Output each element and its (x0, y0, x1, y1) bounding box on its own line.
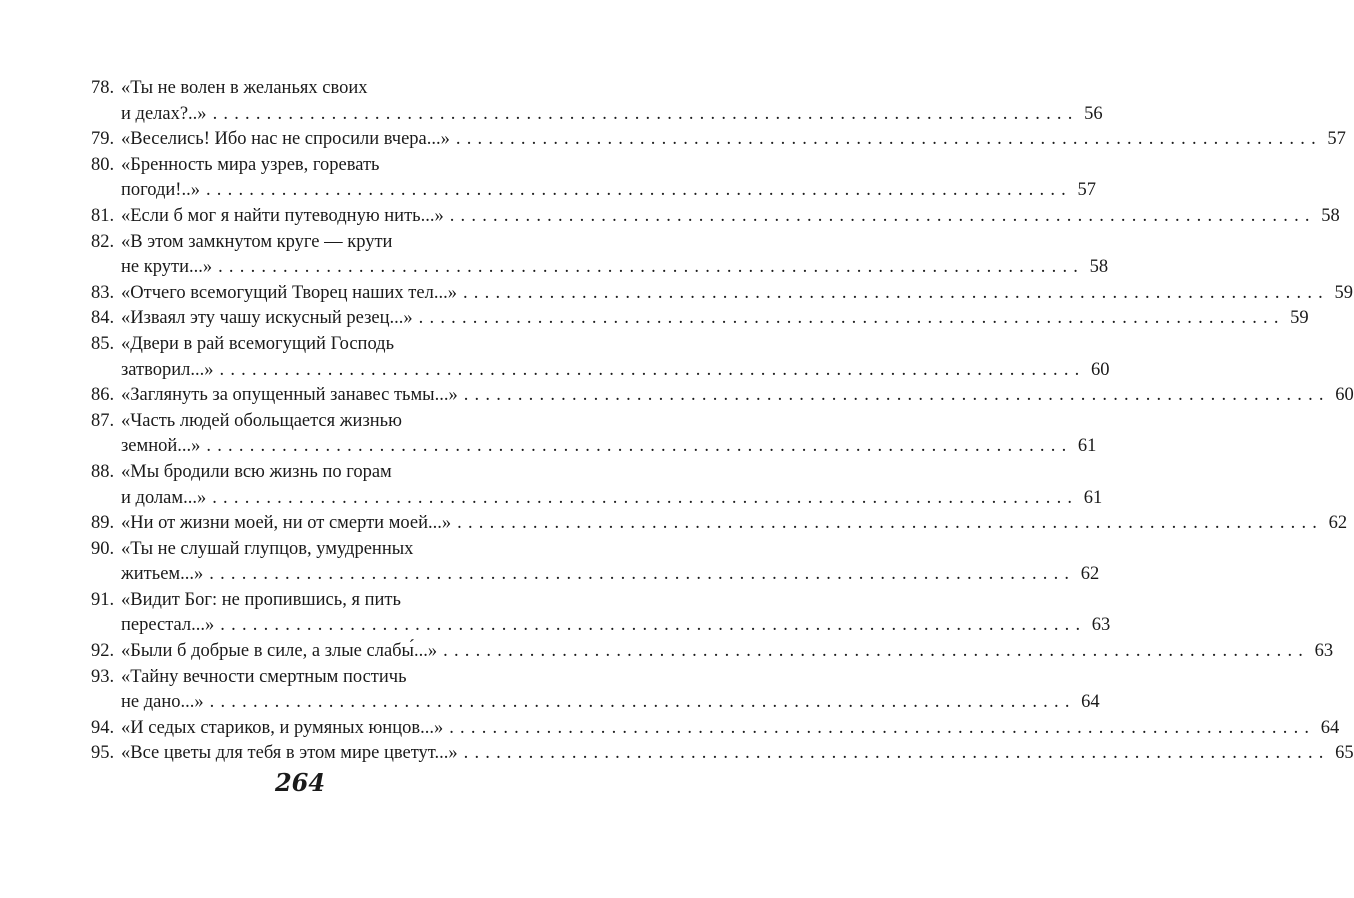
entry-number: 92. (91, 641, 115, 662)
entry-number: 94. (91, 717, 115, 738)
entry-title: «Видит Бог: не пропившись, я пить (121, 589, 401, 610)
entry-title: «Тайну вечности смертным постичь (121, 666, 407, 687)
entry-number: 90. (91, 538, 115, 559)
entry-number: 89. (91, 513, 115, 534)
entry-number: 80. (91, 154, 115, 175)
dot-leader: ................................................................................ (205, 180, 1072, 201)
toc-entry (91, 409, 1097, 460)
dot-leader: ................................................................................ (455, 129, 1322, 150)
dot-leader: ................................................................................ (212, 487, 1079, 508)
toc-entry (91, 665, 1100, 716)
entry-title-cont: и долам...» (121, 487, 207, 508)
entry-number: 78. (91, 78, 115, 98)
toc-entry (91, 537, 1100, 588)
entry-number: 84. (91, 308, 115, 329)
dot-leader: ................................................................................ (449, 717, 1316, 738)
entry-page: 60 (1335, 385, 1354, 406)
dot-leader: ................................................................................ (209, 692, 1076, 713)
entry-page: 65 (1335, 743, 1354, 764)
entry-title: «Веселись! Ибо нас не спросили вчера...» (121, 129, 450, 150)
entry-title-cont: затворил...» (121, 359, 214, 380)
dot-leader: ................................................................................ (418, 308, 1285, 329)
entry-title: «Часть людей обольщается жизнью (121, 410, 402, 431)
entry-title-cont: житьем...» (121, 564, 204, 585)
entry-number: 85. (91, 333, 115, 354)
entry-title: «И седых стариков, и румяных юнцов...» (121, 717, 444, 738)
entry-title: «Ты не слушай глупцов, умудренных (121, 538, 414, 559)
entry-number: 91. (91, 589, 115, 610)
entry-number: 82. (91, 231, 115, 252)
entry-page: 62 (1328, 513, 1348, 534)
entry-title: «Ты не волен в желаньях своих (121, 78, 368, 98)
entry-title-cont: перестал...» (121, 615, 215, 636)
entry-page: 62 (1080, 564, 1100, 585)
entry-title-cont: земной...» (121, 436, 201, 457)
entry-title: «Мы бродили всю жизнь по горам (121, 461, 392, 482)
dot-leader: ................................................................................ (220, 615, 1087, 636)
entry-title: «Двери в рай всемогущий Господь (121, 333, 395, 354)
toc-entry (91, 127, 1346, 153)
entry-page: 63 (1314, 641, 1334, 662)
dot-leader: ................................................................................ (443, 641, 1310, 662)
toc-entry (91, 281, 1353, 307)
entry-number: 95. (91, 743, 115, 764)
dot-leader: ................................................................................ (463, 385, 1330, 406)
table-of-contents (91, 76, 1354, 767)
entry-title: «Были б добрые в силе, а злые слабы́...» (121, 641, 438, 662)
entry-number: 88. (91, 461, 115, 482)
entry-title: «Заглянуть за опущенный занавес тьмы...» (121, 385, 458, 406)
toc-entry (91, 332, 1110, 383)
entry-title: «Если б мог я найти путеводную нить...» (121, 205, 444, 226)
entry-title: «Изваял эту чашу искусный резец...» (121, 308, 413, 329)
dot-leader: ................................................................................ (462, 282, 1329, 303)
page-number: 264 (274, 768, 326, 797)
dot-leader: ................................................................................ (209, 564, 1076, 585)
entry-title-cont: и делах?..» (121, 103, 207, 124)
dot-leader: ................................................................................ (219, 359, 1086, 380)
entry-number: 87. (91, 410, 115, 431)
entry-page: 61 (1083, 487, 1103, 508)
dot-leader: ................................................................................ (449, 205, 1316, 226)
entry-title: «Отчего всемогущий Творец наших тел...» (121, 282, 457, 303)
toc-entry (91, 460, 1103, 511)
entry-number: 93. (91, 666, 115, 687)
toc-entry (91, 588, 1111, 639)
entry-page: 58 (1089, 257, 1109, 278)
dot-leader: ................................................................................ (218, 257, 1085, 278)
entry-title: «Бренность мира узрев, горевать (121, 154, 380, 175)
entry-title: «Ни от жизни моей, ни от смерти моей...» (121, 513, 452, 534)
entry-number: 79. (91, 129, 115, 150)
dot-leader: ................................................................................ (457, 513, 1324, 534)
entry-page: 63 (1091, 615, 1111, 636)
toc-entry (91, 741, 1354, 767)
dot-leader: ................................................................................ (206, 436, 1073, 457)
entry-number: 83. (91, 282, 115, 303)
entry-page: 64 (1320, 717, 1340, 738)
entry-page: 56 (1084, 103, 1103, 124)
entry-page: 57 (1077, 180, 1096, 201)
toc-entry (91, 511, 1348, 537)
entry-page: 61 (1077, 436, 1097, 457)
entry-page: 60 (1091, 359, 1110, 380)
toc-entry (91, 383, 1354, 409)
toc-entry (91, 306, 1309, 332)
entry-title-cont: погоди!..» (121, 180, 200, 201)
entry-page: 64 (1081, 692, 1100, 713)
dot-leader: ................................................................................ (463, 743, 1330, 764)
entry-number: 86. (91, 385, 115, 406)
entry-page: 59 (1290, 308, 1309, 329)
toc-entry (91, 639, 1334, 665)
entry-page: 57 (1327, 129, 1346, 150)
entry-page: 59 (1334, 282, 1353, 303)
entry-page: 58 (1321, 205, 1340, 226)
entry-title: «В этом замкнутом круге — крути (121, 231, 393, 252)
toc-entry (91, 153, 1096, 204)
toc-entry (91, 230, 1109, 281)
entry-title-cont: не дано...» (121, 692, 204, 713)
toc-entry (91, 716, 1340, 742)
entry-number: 81. (91, 205, 115, 226)
entry-title: «Все цветы для тебя в этом мире цветут...» (121, 743, 458, 764)
dot-leader: ................................................................................ (212, 103, 1079, 124)
entry-title-cont: не крути...» (121, 257, 213, 278)
toc-entry (91, 204, 1340, 230)
toc-entry (91, 76, 1103, 127)
